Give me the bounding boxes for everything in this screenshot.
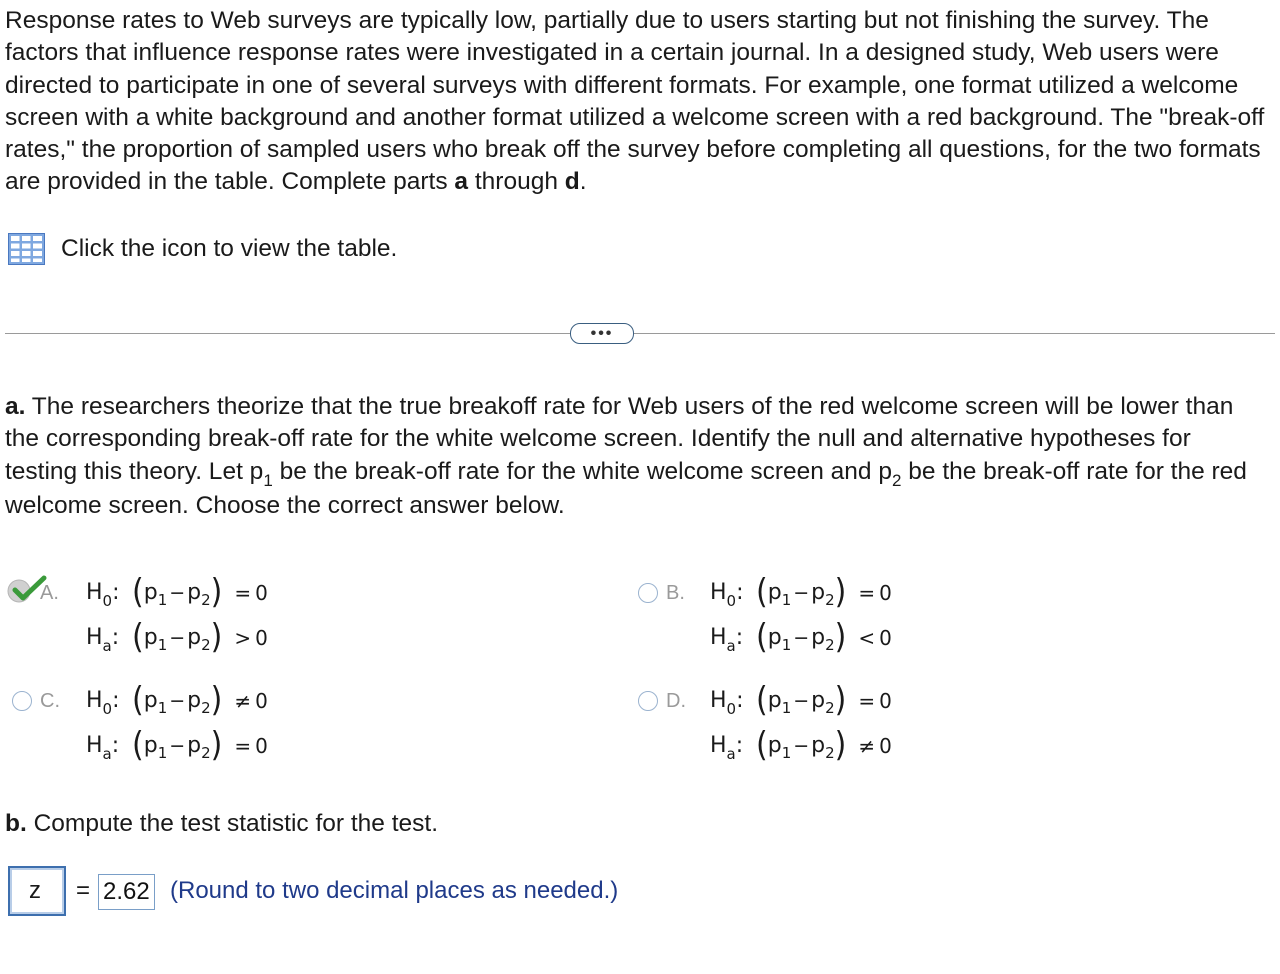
part-a-sub-1: 1 <box>263 470 273 490</box>
part-a-text-3: be the break-off rate for the red welcome screen. Choose the correct answer below. <box>5 457 1247 519</box>
table-icon[interactable] <box>8 233 45 265</box>
option-d-hypotheses <box>710 678 892 768</box>
option-a-alt: $H_a$: ( p 1 − p 2 ) > 0 <box>86 617 268 657</box>
part-a-sub-2: 2 <box>891 470 902 490</box>
intro-period: . <box>579 168 587 196</box>
view-table-label[interactable]: Click the icon to view the table. <box>61 235 398 262</box>
part-a-question <box>5 391 1267 522</box>
part-b-label: b. <box>5 810 27 837</box>
more-options-button[interactable]: ••• <box>570 323 634 344</box>
option-c-h0-rel: ≠ <box>234 688 252 713</box>
option-d[interactable] <box>638 678 892 768</box>
part-a-text-2: be the break-off rate for the white welcome screen and p <box>272 457 892 485</box>
option-d-null: $H_0$: ( p 1 − p 2 ) = 0 <box>710 680 892 720</box>
option-c-alt: $H_a$: ( p 1 − p 2 ) = 0 <box>86 725 268 765</box>
option-b-ha-rel: < <box>858 625 876 650</box>
option-b-alt: $H_a$: ( p 1 − p 2 ) < 0 <box>710 617 892 657</box>
option-d-radio[interactable] <box>638 691 658 711</box>
option-d-ha-rel: ≠ <box>858 733 876 758</box>
option-c-radio[interactable] <box>12 691 32 711</box>
option-c-hypotheses <box>86 678 268 768</box>
option-c-ha-rel: = <box>234 733 252 758</box>
option-d-letter: D. <box>666 690 686 712</box>
equals-sign: = <box>76 877 91 904</box>
part-b-text: Compute the test statistic for the test. <box>26 810 439 837</box>
intro-text: Response rates to Web surveys are typically low, partially due to users starting but not finishing the survey. The factors that influence response rates were investigated in a certain journal. In a designed study, Web users were directed to participate in one of several surveys with different formats. For example, one format utilized a welcome screen with a white background and another format utilized a welcome screen with a red background. The "break-off rates," the proportion of sampled users who break off the survey before completing all questions, for the two formats are provided in the table. Complete parts <box>5 7 1265 196</box>
option-c-letter: C. <box>40 690 60 712</box>
part-a-text-1: The researchers theorize that the true breakoff rate for Web users of the red welcome screen will be lower than the corresponding break-off rate for the white welcome screen. Identify the null and alternative hypotheses for testing this theory. Let p <box>5 393 1234 485</box>
answer-input[interactable]: 2.62 <box>98 874 155 910</box>
option-b-null: $H_0$: ( p 1 − p 2 ) = 0 <box>710 572 892 612</box>
option-b-radio[interactable] <box>638 583 658 603</box>
option-b[interactable] <box>638 570 892 660</box>
intro-bold-a: a <box>454 168 469 196</box>
option-d-h0-rel: = <box>858 688 876 713</box>
option-b-h0-rel: = <box>858 580 876 605</box>
option-d-alt: $H_a$: ( p 1 − p 2 ) ≠ 0 <box>710 725 892 765</box>
intro-bold-d: d <box>564 168 580 196</box>
option-b-hypotheses <box>710 570 892 660</box>
option-a-ha-rel: > <box>234 625 252 650</box>
z-label-box[interactable]: z <box>8 866 66 916</box>
option-c-null: $H_0$: ( p 1 − p 2 ) ≠ 0 <box>86 680 268 720</box>
problem-intro <box>5 5 1267 199</box>
option-a[interactable] <box>12 570 268 660</box>
option-c[interactable] <box>12 678 268 768</box>
part-a-label: a. <box>5 393 26 420</box>
view-table-link[interactable] <box>8 232 397 266</box>
option-a-h0-rel: = <box>234 580 252 605</box>
option-b-letter: B. <box>666 582 685 604</box>
part-b-question <box>5 808 1267 840</box>
option-a-null: $H_0$: ( p 1 − p 2 ) = 0 <box>86 572 268 612</box>
intro-through: through <box>468 168 565 196</box>
option-a-letter: A. <box>40 582 59 604</box>
option-a-hypotheses <box>86 570 268 660</box>
rounding-note: (Round to two decimal places as needed.) <box>170 877 619 904</box>
section-divider <box>5 333 1275 334</box>
